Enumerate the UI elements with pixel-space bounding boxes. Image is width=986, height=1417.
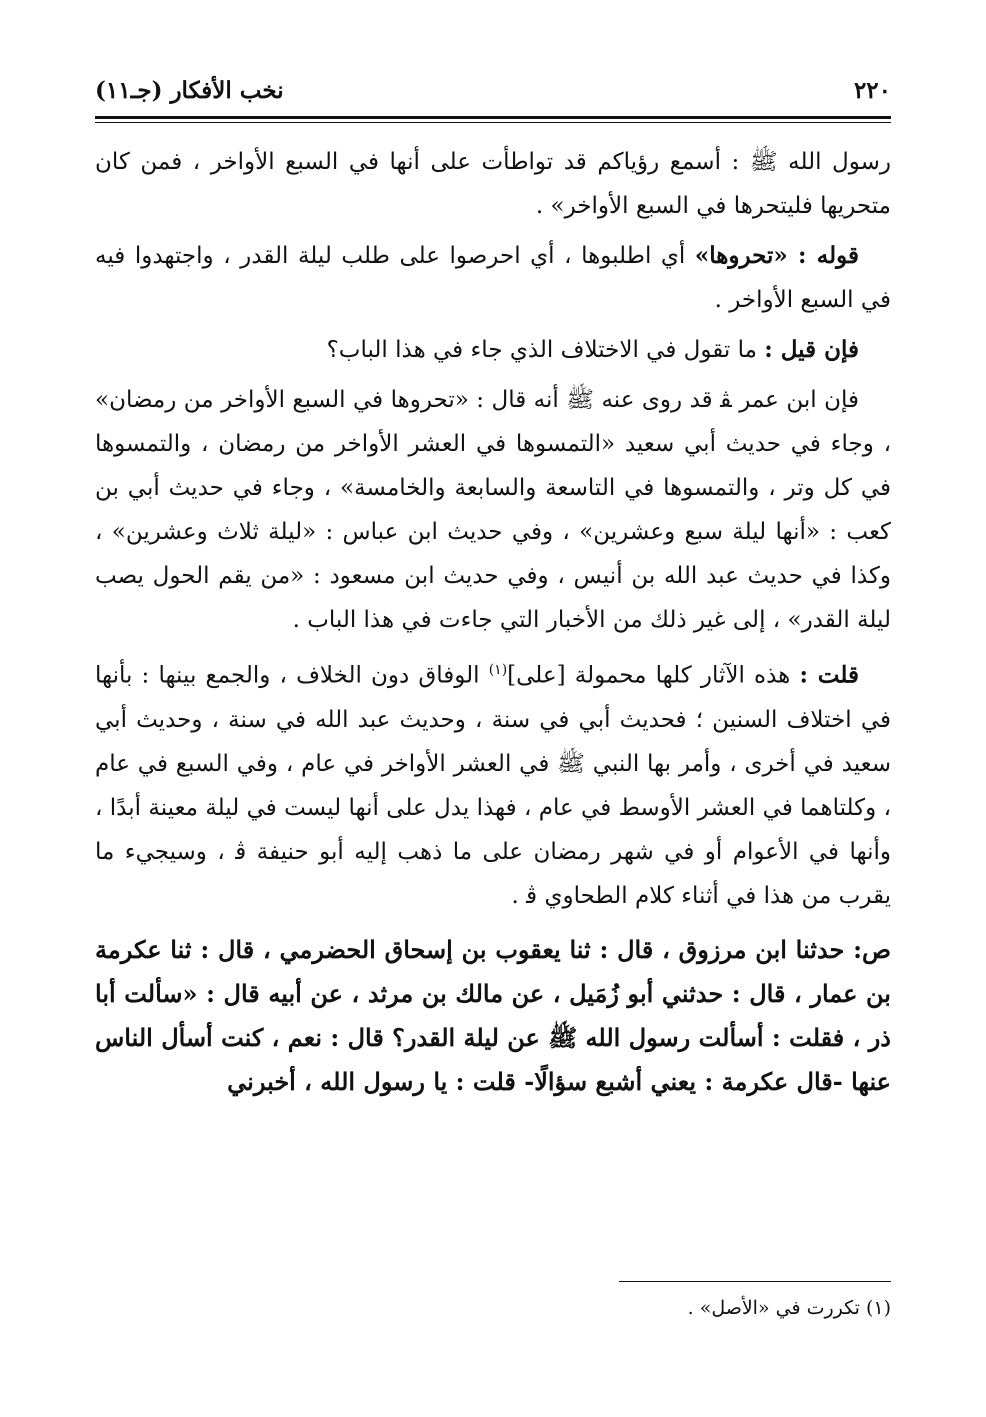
header-rule-thin bbox=[95, 122, 891, 123]
header-rule-thick bbox=[95, 116, 891, 119]
hadith-paragraph: ص: حدثنا ابن مرزوق ، قال : ثنا يعقوب بن إسحاق الحضرمي ، قال : ثنا عكرمة بن عمار ، قال : حدثني أبو زُمَيل ، عن مالك بن مرثد ، عن أبيه قال : «سألت أبا ذر ، فقلت : أسألت رسول الله ﷺ عن ليلة القدر؟ قال : نعم ، كنت أسأل الناس عنها -قال عكرمة : يعني أشبع سؤالًا- قلت : يا رسول الله ، أخبرني bbox=[95, 934, 891, 1096]
page-number: ٢٢٠ bbox=[853, 76, 891, 104]
footnote-rule bbox=[619, 1281, 891, 1282]
paragraph-1: رسول الله ﷺ : أسمع رؤياكم قد تواطأت على أنها في السبع الأواخر ، فمن كان متحريها فليتحرها في السبع الأواخر» . bbox=[95, 149, 891, 219]
paragraph-5-text-a: هذه الآثار كلها محمولة [على] bbox=[507, 662, 800, 689]
paragraph-5 bbox=[95, 648, 891, 918]
footnote-ref: (١) bbox=[488, 662, 508, 678]
paragraph-2-lead: قوله : «تحروها» bbox=[694, 242, 859, 269]
book-title: نخب الأفكار (جـ١١) bbox=[95, 76, 284, 104]
paragraph-2-text: أي اطلبوها ، أي احرصوا على طلب ليلة القدر ، واجتهدوا فيه في السبع الأواخر . bbox=[95, 243, 891, 313]
paragraph-5-lead: قلت : bbox=[799, 661, 859, 689]
page-header bbox=[95, 72, 891, 108]
page-body bbox=[95, 140, 891, 1110]
paragraph-3 bbox=[95, 328, 891, 372]
paragraph-4: فإن ابن عمر ﭭ قد روى عنه ﷺ أنه قال : «تحروها في السبع الأواخر من رمضان» ، وجاء في حديث أبي سعيد «التمسوها في العشر الأواخر من رمضان ، والتمسوها في كل وتر ، والتمسوها في التاسعة والسابعة والخامسة» ، وجاء في حديث أبي بن كعب : «أنها ليلة سبع وعشرين» ، وفي حديث ابن عباس : «ليلة ثلاث وعشرين» ، وكذا في حديث عبد الله بن أنيس ، وفي حديث ابن مسعود : «من يقم الحول يصب ليلة القدر» ، إلى غير ذلك من الأخبار التي جاءت في هذا الباب . bbox=[95, 387, 891, 633]
paragraph-3-text: ما تقول في الاختلاف الذي جاء في هذا الباب؟ bbox=[326, 337, 765, 363]
paragraph-5-text-b: الوفاق دون الخلاف ، والجمع بينها : بأنها في اختلاف السنين ؛ فحديث أبي في سنة ، وحديث عبد الله في سنة ، وحديث أبي سعيد في أخرى ، وأمر بها النبي ﷺ في العشر الأواخر في عام ، وفي السبع في عام ، وكلتاهما في العشر الأوسط في عام ، فهذا يدل على أنها ليست في ليلة معينة أبدًا ، وأنها في الأعوام أو في شهر رمضان على ما ذهب إليه أبو حنيفة ﭬ ، وسيجيء ما يقرب من هذا في أثناء كلام الطحاوي ﭬ . bbox=[95, 662, 891, 909]
paragraph-3-lead: فإن قيل : bbox=[764, 336, 859, 363]
footnote: (١) تكررت في «الأصل» . bbox=[687, 1297, 891, 1319]
paragraph-2 bbox=[95, 234, 891, 322]
